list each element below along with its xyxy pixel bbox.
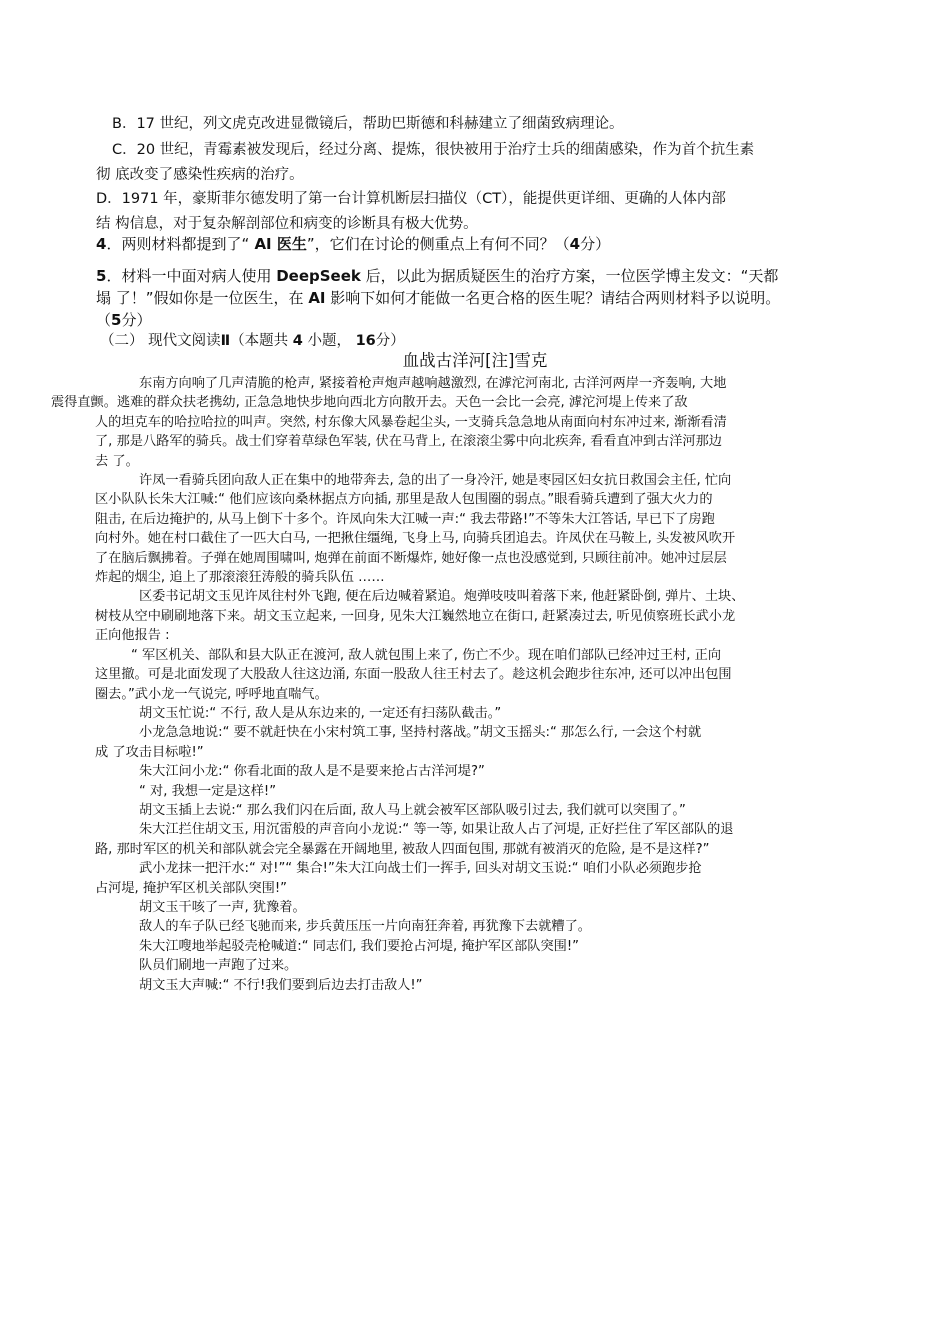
question-5 (96, 265, 876, 331)
option-b-text: B．17 世纪，列文虎克改进显微镜后，帮助巴斯德和科赫建立了细菌致病理论。 (112, 116, 624, 132)
question-4-number: 4 (96, 235, 107, 253)
question-5-line3: （5分） (96, 311, 152, 329)
story-paragraph-12: 胡文玉干咳了一声, 犹豫着。 (139, 899, 306, 915)
section-heading: （二） 现代文阅读Ⅱ（本题共 4 小题， 16分） (100, 333, 405, 349)
question-5-line1: 5．材料一中面对病人使用 DeepSeek 后，以此为据质疑医生的治疗方案，一位医学博主发文：“天都 (96, 267, 779, 285)
story-paragraph-6: 小龙急急地说:“ 要不就赶快在小宋村筑工事, 坚持村落战。”胡文玉摇头:“ 那怎么行, 一会这个村就 成 了攻击目标啦!” (95, 725, 702, 760)
option-c-line2: 彻 底改变了感染性疾病的治疗。 (96, 167, 304, 183)
option-d-line2: 结 构信息，对于复杂解剖部位和病变的诊断具有极大优势。 (96, 216, 478, 232)
story-title: 血战古洋河[注]雪克 (402, 351, 548, 370)
question-5-number: 5 (96, 267, 107, 285)
story-paragraph-4: “ 军区机关、部队和县大队正在渡河, 敌人就包围上来了, 伤亡不少。现在咱们部队已经冲过王村, 正向 这里撤。可是北面发现了大股敌人往这边涌, 东面一股敌人往王村去了。趁这机会跑步往东冲, 还可以冲出包围 圈去。”武小龙一气说完, 呼呼地直喘气。 (95, 647, 732, 702)
story-paragraph-14: 朱大江嗖地举起驳壳枪喊道:“ 同志们, 我们要抢占河堤, 掩护军区部队突围!” (139, 938, 579, 954)
story-paragraph-10: 朱大江拦住胡文玉, 用沉雷般的声音向小龙说:“ 等一等, 如果让敌人占了河堤, 正好拦住了军区部队的退 路, 那时军区的机关和部队就会完全暴露在开阔地里, 被敌人四面包围, 那就有被消灭的危险, 是不是这样?” (95, 822, 734, 857)
story-paragraph-15: 队员们刷地一声跑了过来。 (139, 958, 298, 974)
story-paragraph-1: 东南方向响了几声清脆的枪声, 紧接着枪声炮声越响越激烈, 在滹沱河南北, 古洋河两岸一齐轰响, 大地 震得直颤。逃难的群众扶老携幼, 正急急地快步地向西北方向散开去。天色一会比一会亮, 滹沱河堤上传来了敌 人的坦克车的哈拉哈拉的叫声。突然, 村东像大风暴卷起尘头, 一支骑兵急急地从南面向村东冲过来, 渐渐看清 了, 那是八路军的骑兵。战士们穿着草绿色军装, 伏在马背上, 在滚滚尘雾中向北疾奔, 看看直冲到古洋河那边 去 了。 (51, 376, 727, 469)
story-paragraph-3: 区委书记胡文玉见许凤往村外飞跑, 便在后边喊着紧追。炮弹吱吱叫着落下来, 他赶紧卧倒, 弹片、土块、 树枝从空中刷刷地落下来。胡文玉立起来, 一回身, 见朱大江巍然地立在街口, 赶紧凑过去, 听见侦察班长武小龙 正向他报告 : (95, 589, 745, 644)
story-paragraph-11: 武小龙抹一把汗水:“ 对!”“ 集合!”朱大江向战士们一挥手, 回头对胡文玉说:“ 咱们小队必须跑步抢 占河堤, 掩护军区机关部队突围!” (95, 861, 702, 896)
story-paragraph-9: 胡文玉插上去说:“ 那么我们闪在后面, 敌人马上就会被军区部队吸引过去, 我们就可以突围了。” (139, 802, 686, 818)
story-paragraph-7: 朱大江问小龙:“ 你看北面的敌人是不是要来抢占古洋河堤?” (139, 764, 485, 780)
option-c (96, 138, 866, 188)
story-paragraph-16: 胡文玉大声喊:“ 不行!我们要到后边去打击敌人!” (139, 977, 423, 993)
option-c-line1: C．20 世纪，青霉素被发现后，经过分离、提炼，很快被用于治疗士兵的细菌感染，作为首个抗生素 (112, 142, 755, 158)
option-d (96, 187, 866, 237)
question-5-line2: 塌 了！”假如你是一位医生，在 AI 影响下如何才能做一名更合格的医生呢？请结合两则材料予以说明。 (96, 289, 781, 307)
story-paragraph-5: 胡文玉忙说:“ 不行, 敌人是从东边来的, 一定还有扫荡队截击。” (139, 705, 502, 721)
story-paragraph-13: 敌人的车子队已经飞驰而来, 步兵黄压压一片向南狂奔着, 再犹豫下去就糟了。 (139, 919, 591, 935)
option-d-line1: D．1971 年，豪斯菲尔德发明了第一台计算机断层扫描仪（CT），能提供更详细、更确的人体内部 (96, 191, 726, 207)
question-4: 4．两则材料都提到了“ AI 医生”，它们在讨论的侧重点上有何不同？（4分） (96, 235, 611, 253)
option-b (112, 112, 624, 137)
story-paragraph-8: “ 对, 我想一定是这样!” (139, 783, 277, 799)
story-body (51, 374, 860, 995)
story-paragraph-2: 许凤一看骑兵团向敌人正在集中的地带奔去, 急的出了一身冷汗, 她是枣园区妇女抗日救国会主任, 忙向 区小队队长朱大江喊:“ 他们应该向桑林据点方向插, 那里是敌人包围圈的弱点。”眼看骑兵遭到了强大火力的 阻击, 在后边掩护的, 从马上倒下十多个。许凤向朱大江喊一声:“ 我去带路!”不等朱大江答话, 早已下了房跑 向村外。她在村口截住了一匹大白马, 一把揪住缰绳, 飞身上马, 向骑兵团追去。许凤伏在马鞍上, 头发被风吹开 了在脑后飘拂着。子弹在她周围啸叫, 炮弹在前面不断爆炸, 她好像一点也没感觉到, 只顾往前冲。她冲过层层 炸起的烟尘, 追上了那滚滚狂涛般的骑兵队伍 …… (95, 473, 736, 586)
